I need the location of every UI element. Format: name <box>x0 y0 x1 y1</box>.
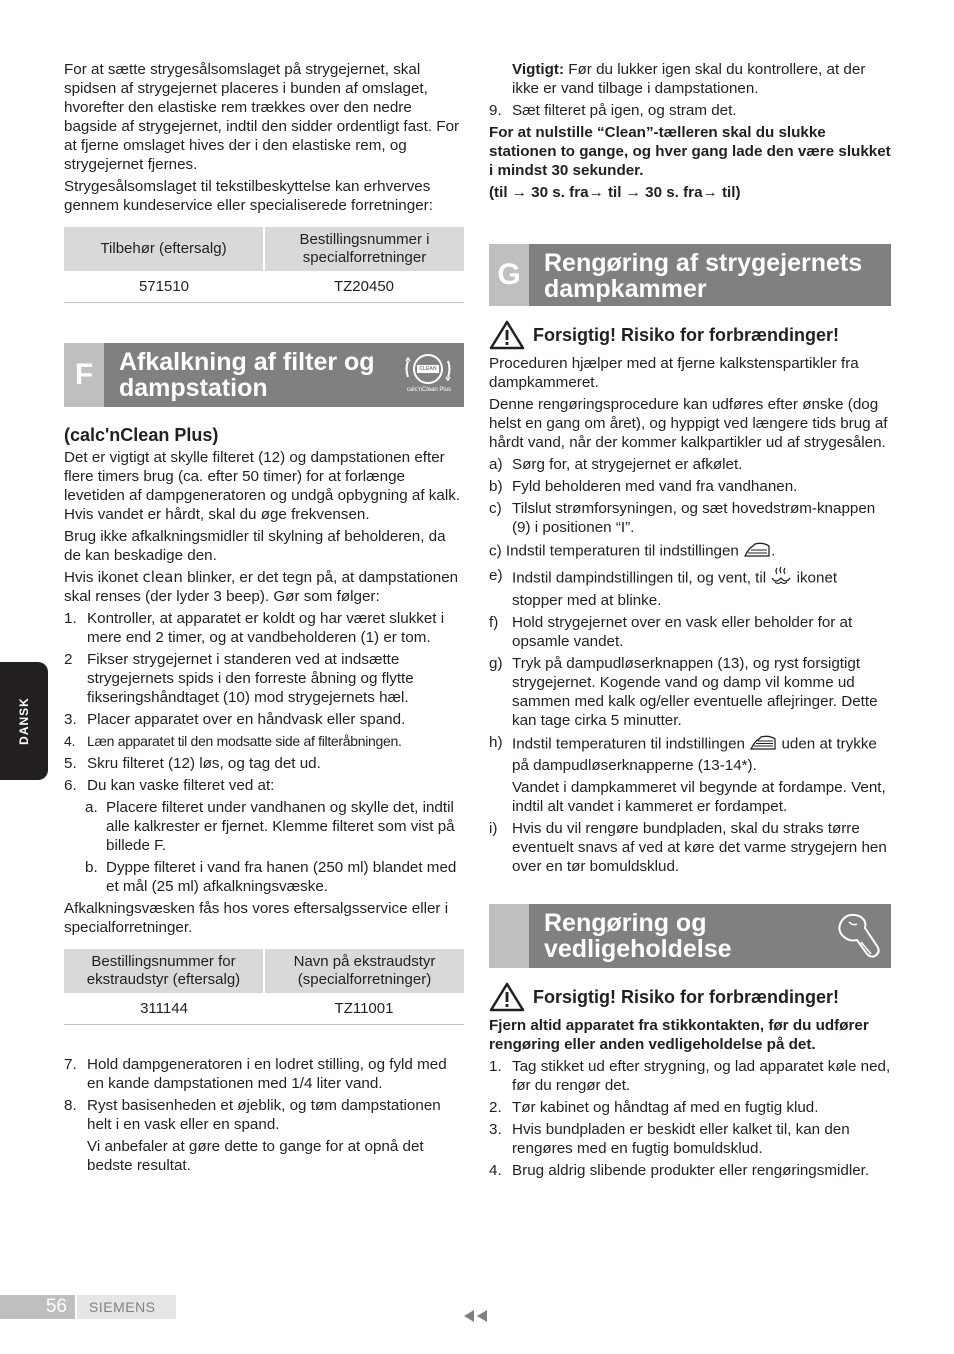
list-item: 4. Brug aldrig slibende produkter eller rengøringsmidler. <box>489 1162 870 1179</box>
section-subtitle: (calc'nClean Plus) <box>64 425 219 445</box>
care-steps <box>489 1057 891 1180</box>
language-label: DANSK <box>17 697 31 745</box>
step-e <box>489 566 891 610</box>
section-letter: G <box>489 244 529 306</box>
decalc-steps-continued <box>64 1055 464 1134</box>
table-row <box>64 993 464 1025</box>
list-item: i) Hvis du vil rengøre bundpladen, skal du straks tørre eventuelt snavs af ved at køre det varme strygejern hen over en tør bomuldsklud. <box>489 820 887 875</box>
text: c) Indstil temperaturen til indstillingen <box>489 542 739 560</box>
table-header: Navn på ekstraudstyr (specialforretninger) <box>264 949 464 993</box>
table-header: Tilbehør (eftersalg) <box>64 227 264 271</box>
page-number: 56 <box>0 1295 75 1319</box>
warning-text: Forsigtig! Risiko for forbrændinger! <box>533 986 839 1007</box>
paragraph: Denne rengøringsprocedure kan udføres efter ønske (dog helst en gang om året), og hyppigt ved længere tids brug af hårdt vand, når der kommer kalkpartikler ud af strygesålen. <box>489 396 888 451</box>
section-title: Rengøring af strygejernets dampkammer <box>544 249 863 303</box>
table-header: Bestillingsnummer i specialforretninger <box>264 227 464 271</box>
note: Vi anbefaler at gøre dette to gange for at opnå det bedste resultat. <box>87 1138 424 1174</box>
step-i <box>489 819 891 876</box>
list-item: 3. Hvis bundpladen er beskidt eller kalket til, kan den rengøres med en fugtig bomuldsklud. <box>489 1121 850 1157</box>
list-item: f) Hold strygejernet over en vask eller beholder for at opsamle vandet. <box>489 614 853 650</box>
burn-warning <box>489 982 891 1012</box>
page-footer <box>0 1295 176 1319</box>
reset-sequence: (til → 30 s. fra→ til → 30 s. fra→ til) <box>489 184 741 201</box>
list-item: 5. Skru filteret (12) løs, og tag det ud. <box>64 755 321 772</box>
warning-text: Forsigtig! Risiko for forbrændinger! <box>533 324 839 345</box>
section-letter: F <box>64 343 104 407</box>
paragraph: Brug ikke afkalkningsmidler til skylning af beholderen, da de kan beskadige den. <box>64 528 446 564</box>
reset-instructions: For at nulstille “Clean”-tælleren skal du slukke stationen to gange, og hver gang lade den være slukket i mindst 30 sekunder. <box>489 124 891 179</box>
warning-icon <box>489 320 525 350</box>
text: Før du lukker igen skal du kontrollere, at der ikke er vand tilbage i dampstationen. <box>512 61 866 97</box>
list-item: 6. Du kan vaske filteret ved at: <box>64 777 275 794</box>
step-9 <box>489 101 891 120</box>
section-f-banner <box>64 343 464 407</box>
list-item: 9. Sæt filteret på igen, og stram det. <box>489 102 737 119</box>
decalc-steps <box>64 609 464 795</box>
language-tab <box>0 662 48 780</box>
note: Vandet i dampkammeret vil begynde at fordampe. Vent, indtil alt vandet i kammeret er fordampet. <box>512 779 886 815</box>
table-cell: 571510 <box>64 271 264 303</box>
steam-icon <box>770 566 792 591</box>
burn-warning <box>489 320 891 350</box>
list-item: 8. Ryst basisenheden et øjeblik, og tøm dampstationen helt i en vask eller en spand. <box>64 1097 441 1133</box>
list-item: a. Placere filteret under vandhanen og skylle det, indtil alle kalkrester er fjernet. Klemme filteret som vist på billede F. <box>85 799 455 854</box>
table-cell: TZ11001 <box>264 993 464 1025</box>
paragraph: Proceduren hjælper med at fjerne kalkstenspartikler fra dampkammeret. <box>489 355 859 391</box>
list-item: 2. Tør kabinet og håndtag af med en fugtig klud. <box>489 1099 819 1116</box>
section-title: Rengøring og vedligeholdelse <box>544 909 732 963</box>
calc-clean-icon <box>400 347 458 405</box>
section-g-banner <box>489 244 891 306</box>
steam-chamber-steps-fg <box>489 613 891 775</box>
temperature-setting-icon <box>743 540 771 563</box>
list-item: 1. Kontroller, at apparatet er koldt og har været slukket i mere end 2 timer, og at vandbeholderen (1) er tom. <box>64 610 445 646</box>
wash-substeps <box>85 798 464 896</box>
section-title: Afkalkning af filter og dampstation <box>119 348 375 402</box>
clean-word: clean <box>142 568 183 586</box>
paragraph: Det er vigtigt at skylle filteret (12) og dampstationen efter flere timers brug (ca. efter 50 timer) for at forlænge levetiden af dampgeneratoren og undgå opbygning af kalk. Hvis vandet er hårdt, skal du øge frekvensen. <box>64 449 461 523</box>
list-item: 2 Fikser strygejernet i standeren ved at indsætte strygejernets spids i den forreste åbning og flytte fikseringshåndtaget (10) mod strygejernets hæl. <box>64 651 414 706</box>
list-item: g) Tryk på dampudløserknappen (13), og ryst forsigtigt strygejernet. Kogende vand og damp vil komme ud sammen med kalk og/eller eventuelle aflejringer. Dette kan tage cirka 5 minutter. <box>489 655 878 729</box>
brand-label: SIEMENS <box>77 1295 176 1319</box>
steam-chamber-steps <box>489 455 891 537</box>
important-note <box>489 60 891 98</box>
paragraph: Afkalkningsvæsken fås hos vores eftersalgsservice eller i specialforretninger. <box>64 900 449 936</box>
decalc-accessory-table <box>64 949 464 1025</box>
list-item: c) Tilslut strømforsyningen, og sæt hovedstrøm-knappen (9) i positionen “I”. <box>489 500 876 536</box>
table-cell: 311144 <box>64 993 264 1025</box>
step-c-temperature <box>489 540 891 563</box>
section-letter-box <box>489 904 529 968</box>
intro-paragraph: Strygesålsomslaget til tekstilbeskyttelse kan erhverves gennem kundeservice eller specialiserede forretninger: <box>64 178 433 214</box>
text: blinker, er det tegn på, at dampstationen skal renses (der lyder 3 beep). Gør som følger: <box>64 569 459 605</box>
clean-paragraph <box>64 568 464 606</box>
table-header: Bestillingsnummer for ekstraudstyr (eftersalg) <box>64 949 264 993</box>
intro-paragraph: For at sætte strygesålsomslaget på strygejernet, skal spidsen af strygejernet placeres i bunden af omslaget, hvorefter den elastiske rem trækkes over den nedre bagside af strygejernet, indtil den sidder ordentligt fast. For at fjerne omslaget hives der i den elastiske rem, og strygejernet fjernes. <box>64 61 460 173</box>
left-column <box>64 60 464 1178</box>
list-item: b. Dyppe filteret i vand fra hanen (250 ml) blandet med et mål (25 ml) afkalkningsvæske. <box>85 859 457 895</box>
list-item: e) Indstil dampindstillingen til, og vent, til ikonet stopper med at blinke. <box>489 567 838 609</box>
list-item: 1. Tag stikket ud efter strygning, og lad apparatet køle ned, før du rengør det. <box>489 1058 891 1094</box>
icon-label: calc'nClean Plus <box>406 387 452 393</box>
accessory-table <box>64 227 464 303</box>
table-cell: TZ20450 <box>264 271 464 303</box>
care-banner <box>489 904 891 968</box>
list-item: 3. Placer apparatet over en håndvask eller spand. <box>64 711 406 728</box>
warning-icon <box>489 982 525 1012</box>
list-item: 7. Hold dampgeneratoren i en lodret stilling, og fyld med en kande dampstationen med 1/4 liter vand. <box>64 1056 447 1092</box>
temperature-setting-icon <box>749 733 777 756</box>
text: . <box>771 542 776 560</box>
list-item: a) Sørg for, at strygejernet er afkølet. <box>489 456 743 473</box>
list-item: b) Fyld beholderen med vand fra vandhanen. <box>489 478 798 495</box>
list-item: h) Indstil temperaturen til indstillingen uden at trykke på dampudløserknapperne (13-14*). <box>489 734 877 774</box>
icon-label: CLEAN <box>419 366 437 372</box>
right-column <box>489 60 891 1183</box>
table-row <box>64 271 464 303</box>
text: Hvis ikonet <box>64 569 143 586</box>
list-item: 4. Læn apparatet til den modsatte side af filteråbningen. <box>64 733 402 749</box>
important-label: Vigtigt: <box>512 61 565 78</box>
care-intro: Fjern altid apparatet fra stikkontakten, før du udfører rengøring eller anden vedligeholdelse på det. <box>489 1017 869 1053</box>
back-nav-icon[interactable] <box>463 1309 489 1328</box>
cleaning-hand-icon <box>831 908 887 969</box>
